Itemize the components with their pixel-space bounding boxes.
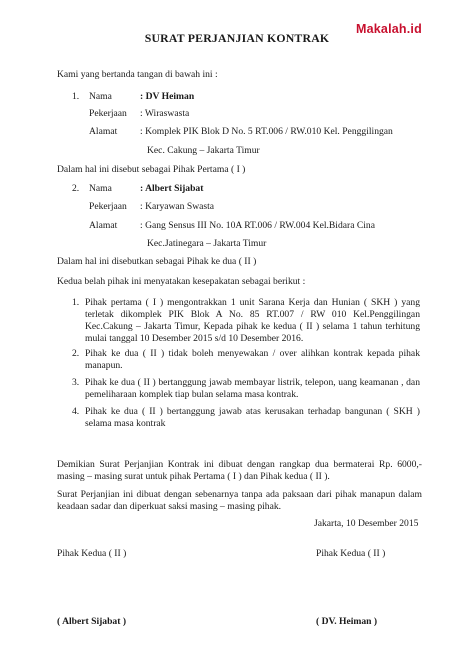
clause-line: terletak dikomplek PIK Blok A No. 85 RT.007 / RW 010 Kel.Penggilingan xyxy=(85,309,420,320)
party-1-address-value: : Komplek PIK Blok D No. 5 RT.006 / RW.010 Kel. Penggilingan xyxy=(140,126,393,137)
party-2-job-label: Pekerjaan xyxy=(89,201,127,212)
clause-line: Pihak ke dua ( II ) bertanggung jawab atas kerusakan terhadap bangunan ( SKH ) xyxy=(85,406,420,417)
clause-3-text xyxy=(85,377,420,401)
party-1-name-label: Nama xyxy=(89,91,112,102)
closing-paragraph-2 xyxy=(57,489,422,513)
clause-line: mulai tanggal 10 Desember 2015 s/d 10 Desember 2016. xyxy=(85,333,304,344)
document-title: SURAT PERJANJIAN KONTRAK xyxy=(144,31,330,45)
clause-line: pemeliharaan komplek tiap bulan selama masa kontrak. xyxy=(85,389,299,400)
place-date: Jakarta, 10 Desember 2015 xyxy=(314,518,419,529)
paragraph-line: Surat Perjanjian ini dibuat dengan sebenarnya tanpa ada paksaan dari pihak manapun dalam xyxy=(57,489,422,500)
agreement-intro: Kedua belah pihak ini menyatakan kesepakatan sebagai berikut : xyxy=(57,276,306,287)
party-2-number: 2. xyxy=(72,183,80,194)
brand-watermark: Makalah.id xyxy=(356,22,422,36)
clause-line: selama masa kontrak xyxy=(85,418,166,429)
party-2-address-line2: Kec.Jatinegara – Jakarta Timur xyxy=(147,238,267,249)
party-1-job-label: Pekerjaan xyxy=(89,108,127,119)
party-2-name-label: Nama xyxy=(89,183,112,194)
party-1-name-value: : DV Heiman xyxy=(140,91,195,102)
paragraph-line: masing – masing surat untuk pihak Pertama ( I ) dan Pihak kedua ( II ). xyxy=(57,471,330,482)
signature-left-name: ( Albert Sijabat ) xyxy=(57,616,127,627)
clause-line: Pihak ke dua ( II ) bertanggung jawab membayar listrik, telepon, uang keamanan , dan xyxy=(85,377,420,388)
closing-paragraph-1 xyxy=(57,459,422,483)
paragraph-line: Demikian Surat Perjanjian Kontrak ini dibuat dengan rangkap dua bermaterai Rp. 6000,- xyxy=(57,459,422,470)
party-2-address-value: : Gang Sensus III No. 10A RT.006 / RW.004 Kel.Bidara Cina xyxy=(140,220,375,231)
party-1-address-line2: Kec. Cakung – Jakarta Timur xyxy=(147,145,260,156)
clause-line: manapun. xyxy=(85,360,123,371)
party-1-note: Dalam hal ini disebut sebagai Pihak Pertama ( I ) xyxy=(57,164,246,175)
party-1-number: 1. xyxy=(72,91,80,102)
clause-2-number: 2. xyxy=(72,348,80,359)
party-1-job-value: : Wiraswasta xyxy=(140,108,190,119)
clause-2-text xyxy=(85,348,420,372)
paragraph-line: keadaan sadar dan diperkuat saksi masing – masing pihak. xyxy=(57,501,282,512)
party-2-job-value: : Karyawan Swasta xyxy=(140,201,215,212)
clause-line: Kec.Cakung – Jakarta Timur, Kepada pihak ke kedua ( II ) selama 1 tahun terhitung xyxy=(85,321,420,332)
clause-4-number: 4. xyxy=(72,406,80,417)
clause-4-text xyxy=(85,406,420,430)
clause-line: Pihak pertama ( I ) mengontrakkan 1 unit Sarana Kerja dan Hunian ( SKH ) yang xyxy=(85,297,420,308)
clause-3-number: 3. xyxy=(72,377,80,388)
clause-line: Pihak ke dua ( II ) tidak boleh menyewakan / over alihkan kontrak kepada pihak xyxy=(85,348,420,359)
intro-text: Kami yang bertanda tangan di bawah ini : xyxy=(57,69,218,80)
party-2-name-value: : Albert Sijabat xyxy=(140,183,204,194)
signature-right-name: ( DV. Heiman ) xyxy=(316,616,378,627)
party-2-address-label: Alamat xyxy=(89,220,118,231)
signature-left-label: Pihak Kedua ( II ) xyxy=(57,548,127,559)
signature-right-label: Pihak Kedua ( II ) xyxy=(316,548,386,559)
party-2-note: Dalam hal ini disebutkan sebagai Pihak ke dua ( II ) xyxy=(57,256,257,267)
clause-1-text xyxy=(85,297,420,345)
party-1-address-label: Alamat xyxy=(89,126,118,137)
clause-1-number: 1. xyxy=(72,297,80,308)
